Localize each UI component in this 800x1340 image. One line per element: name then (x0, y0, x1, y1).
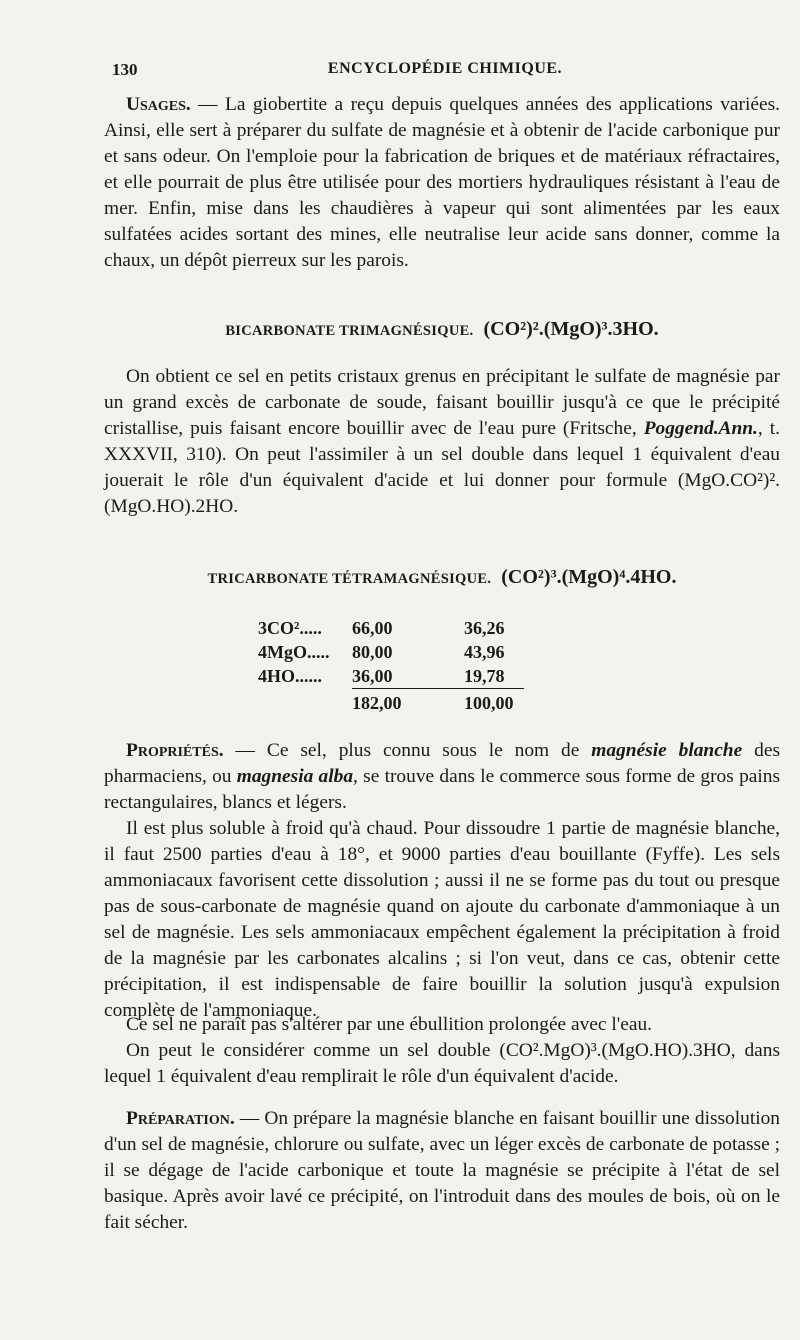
table-total-row (258, 689, 524, 716)
row-value-2: 43,96 (464, 642, 505, 662)
usages-label: Usages. (126, 94, 191, 115)
proprietes-text-3: , se trouve dans le commerce sous forme de gros pains rectangulaires, blancs et légers. (104, 766, 781, 813)
bicarbonate-heading (104, 318, 780, 341)
preparation-label: Préparation. (126, 1108, 235, 1129)
term-magnesie-blanche: magnésie blanche (591, 740, 743, 761)
usages-text: — La giobertite a reçu depuis quelques années des applications variées. Ainsi, elle sert à préparer du sulfate de magnésie et à obtenir de l'acide carbonique pur et sans odeur. On l'emploie pour la fabrication de briques et de matériaux réfractaires, et elle pourrait de plus être utilisée pour des mortiers hydrauliques résistant à l'eau de mer. Enfin, mise dans les chaudières à vapeur qui sont alimentées par les eaux sulfatées acides sortant des mines, elle neutralise leur acide sans donner, comme la chaux, un dépôt pierreux sur les parois. (104, 94, 780, 271)
composition-table (258, 616, 524, 715)
row-label: 3CO²..... (258, 618, 322, 638)
solubility-paragraph: Il est plus soluble à froid qu'à chaud. Pour dissoudre 1 partie de magnésie blanche, il faut 2500 parties d'eau à 18°, et 9000 parties d'eau bouillante (Fyffe). Les sels ammoniacaux favorisent cette dissolution ; aussi il ne se forme pas du tout ou presque pas de sous-carbonate de magnésie quand on ajoute du carbonate d'ammoniaque à un sel de magnésie. Les sels ammoniacaux empêchent également la précipitation à froid de la magnésie par les carbonates alcalins ; si l'on veut, dans ce cas, obtenir cette précipitation, il est indispensable de faire bouillir la solution jusqu'à expulsion complète de l'ammoniaque. (104, 818, 780, 1021)
proprietes-label: Propriétés. (126, 740, 224, 761)
table-row (258, 664, 524, 689)
proprietes-text-1: — Ce sel, plus connu sous le nom de (223, 740, 592, 761)
double-salt-paragraph: On peut le considérer comme un sel double (CO².MgO)³.(MgO.HO).3HO, dans lequel 1 équivalent d'eau remplirait le rôle d'un équivalent d'acide. (104, 1040, 780, 1087)
running-title: ENCYCLOPÉDIE CHIMIQUE. (327, 60, 563, 77)
page-header (112, 60, 778, 82)
term-magnesia-alba: magnesia alba (236, 766, 354, 787)
bicarbonate-text-1: On obtient ce sel en petits cristaux grenus en précipitant le sulfate de magnésie par un grand excès de carbonate de soude, faisant bouillir jusqu'à ce que le précipité cristallise, puis faisant encore bouillir avec de l'eau pure (Fritsche, (104, 366, 780, 439)
bicarbonate-text-2: , t. XXXVII, 310). On peut l'assimiler à un sel double dans lequel 1 équivalent d'eau jouerait le rôle d'un équivalent d'acide et lui donner pour formule (MgO.CO²)².(MgO.HO).2HO. (104, 418, 780, 517)
row-value-2: 36,26 (464, 618, 505, 638)
bicarbonate-paragraph (104, 364, 780, 520)
preparation-paragraph (104, 1106, 780, 1236)
page-number: 130 (112, 60, 138, 79)
row-value-1: 36,00 (352, 666, 393, 686)
preparation-text: — On prépare la magnésie blanche en faisant bouillir une dissolution d'un sel de magnésie, chlorure ou sulfate, avec un léger excès de carbonate de potasse ; il se dégage de l'acide carbonique et toute la magnésie se précipite à l'état de sel basique. Après avoir lavé ce précipité, on l'introduit dans des moules de bois, où on le fait sécher. (104, 1108, 780, 1233)
bicarbonate-title: BICARBONATE TRIMAGNÉSIQUE. (225, 323, 474, 339)
ebullition-paragraph: Ce sel ne paraît pas s'altérer par une ébullition prolongée avec l'eau. (126, 1014, 653, 1035)
bicarbonate-formula: (CO²)².(MgO)³.3HO. (483, 318, 659, 340)
tricarbonate-heading (104, 566, 780, 589)
tricarbonate-formula: (CO²)³.(MgO)⁴.4HO. (501, 566, 677, 588)
row-value-2: 19,78 (464, 666, 505, 686)
tricarbonate-title: TRICARBONATE TÉTRAMAGNÉSIQUE. (207, 571, 492, 587)
row-value-1: 66,00 (352, 618, 393, 638)
row-label: 4HO...... (258, 666, 323, 687)
row-label: 4MgO..... (258, 642, 330, 662)
total-value-2: 100,00 (464, 689, 524, 716)
bicarbonate-citation: Poggend.Ann. (643, 418, 758, 439)
row-value-1: 80,00 (352, 642, 393, 662)
usages-paragraph (104, 92, 780, 274)
table-row (258, 640, 524, 664)
proprietes-text-2: des pharmaciens, ou (104, 740, 780, 787)
table-row (258, 616, 524, 640)
total-value-1: 182,00 (352, 689, 464, 716)
proprietes-paragraph (104, 738, 780, 816)
